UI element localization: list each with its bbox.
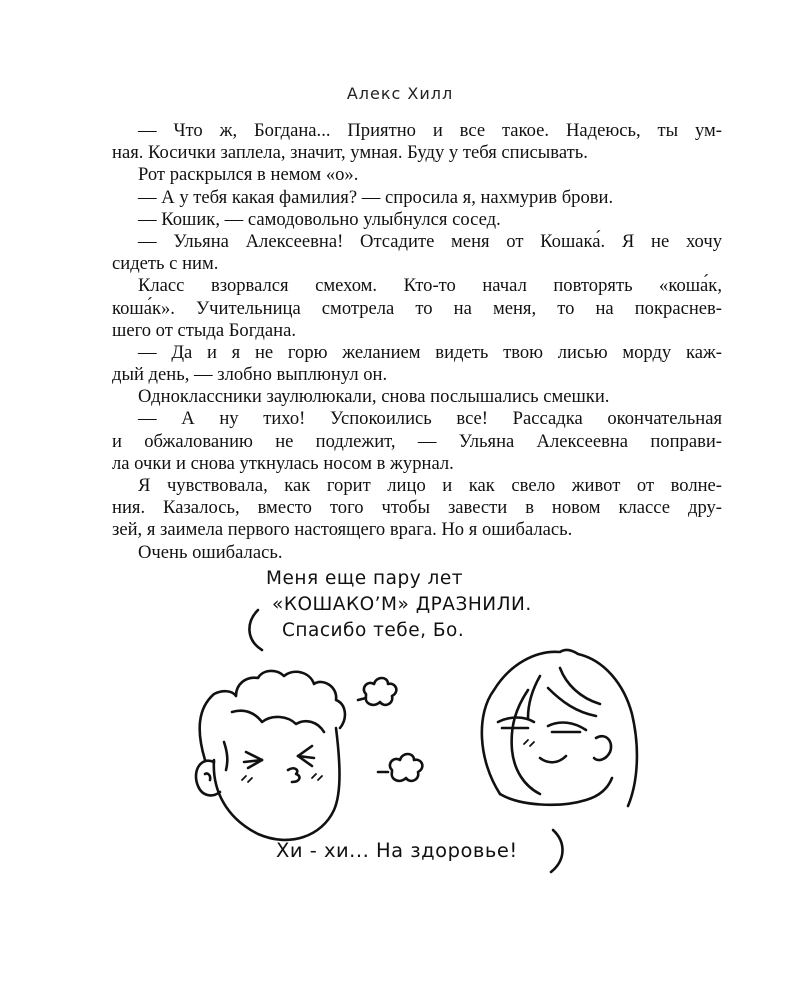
- text-line: зей, я заимела первого настоящего врага. Но я ошибалась.: [112, 519, 573, 541]
- text-line: ла очки и снова уткнулась носом в журнал.: [112, 452, 454, 474]
- text-line: Класс взорвался смехом. Кто-то начал повторять «коша́к,: [138, 275, 722, 297]
- puff-cloud-1: [364, 678, 396, 705]
- text-line: — А у тебя какая фамилия? — спросила я, нахмурив брови.: [138, 186, 614, 208]
- text-line: и обжалованию не подлежит, — Ульяна Алексеевна поправи-: [112, 430, 722, 452]
- puff-cloud-2: [390, 754, 422, 781]
- text-line: сидеть с ним.: [112, 253, 219, 275]
- text-line: шего от стыда Богдана.: [112, 319, 296, 341]
- text-line: ния. Казалось, вместо того чтобы завести в новом классе дру-: [112, 497, 722, 519]
- speech-bubble-boy: [266, 566, 532, 644]
- text-line: коша́к». Учительница смотрела то на меня, то на покраснев-: [112, 297, 722, 319]
- speech-line-3: Спасибо тебе, Бо.: [282, 620, 465, 641]
- text-line: — Кошик, — самодовольно улыбнулся сосед.: [138, 208, 501, 230]
- text-line: Рот раскрылся в немом «о».: [138, 164, 359, 186]
- speech-bubble-girl: Хи - хи... На здоровье!: [276, 839, 518, 862]
- text-line: Очень ошибалась.: [138, 541, 283, 563]
- speech-line-1: Меня еще пару лет: [266, 568, 464, 589]
- text-line: — Что ж, Богдана... Приятно и все такое. Надеюсь, ты ум-: [138, 120, 722, 141]
- running-head: Алекс Хилл: [346, 84, 454, 103]
- speech-tail-boy: [249, 610, 262, 650]
- girl-character: [482, 650, 637, 806]
- text-line: дый день, — злобно выплюнул он.: [112, 364, 388, 386]
- text-line: Одноклассники заулюлюкали, снова послышались смешки.: [138, 386, 610, 408]
- text-line: ная. Косички заплела, значит, умная. Буду у тебя списывать.: [112, 142, 588, 164]
- speech-line-2: «КОШАКО’М» ДРАЗНИЛИ.: [272, 594, 532, 615]
- text-line: — А ну тихо! Успокоились все! Рассадка окончательная: [138, 408, 722, 430]
- text-line: — Ульяна Алексеевна! Отсадите меня от Кошака́. Я не хочу: [138, 230, 722, 252]
- text-line: — Да и я не горю желанием видеть твою лисью морду каж-: [138, 341, 722, 363]
- body-text: [112, 120, 722, 564]
- speech-tail-girl: [551, 830, 563, 872]
- boy-character: [196, 671, 345, 840]
- text-line: Я чувствовала, как горит лицо и как свело живот от волне-: [138, 475, 722, 496]
